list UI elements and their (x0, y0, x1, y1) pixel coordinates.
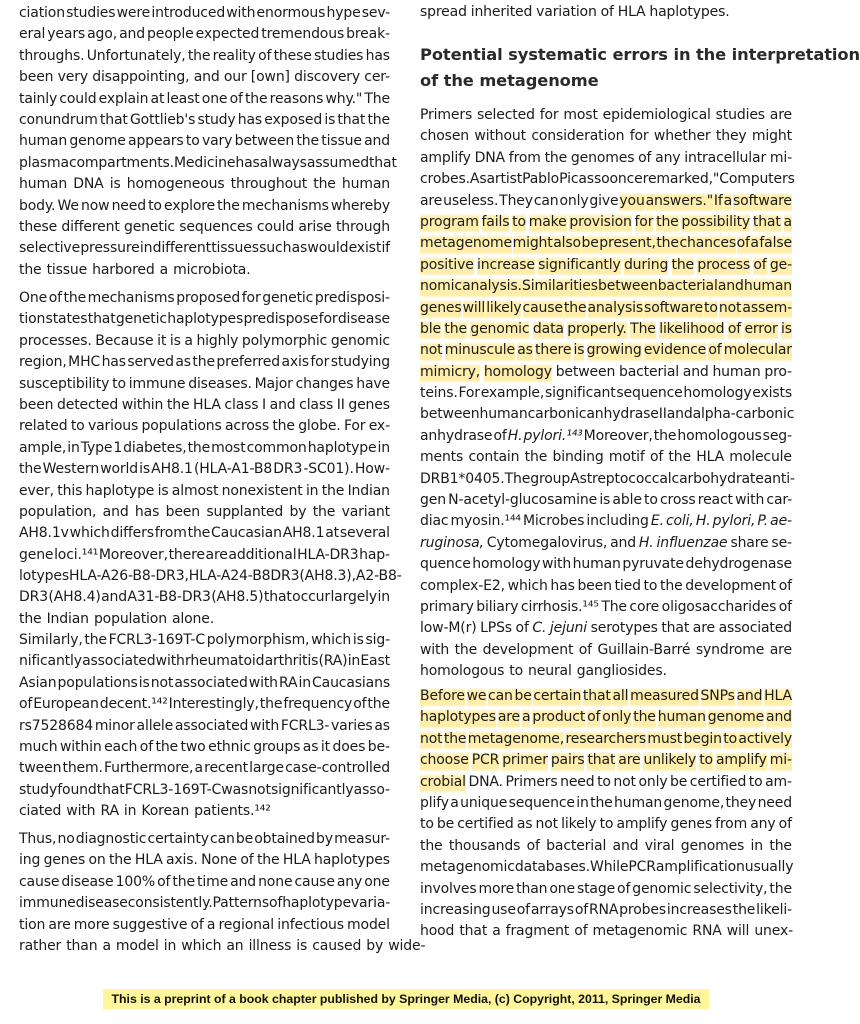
text-line: been detected within the HLA class I and class II genes (19, 396, 390, 413)
text-line: ing genes on the HLA axis. None of the HLA haplotypes (19, 852, 390, 869)
text-line: nificantly associated with rheumatoid arthritis (RA) in East (19, 653, 390, 670)
text-line: AH8.1v which differs from the Caucasian AH8.1 at several (19, 525, 390, 542)
text-line: tion are more suggestive of a regional infectious model (19, 916, 390, 933)
text-line: involves more than one stage of genomic selectivity, the (420, 880, 792, 897)
text-line: between human carbonic anhydrase II and alpha-carbonic (420, 406, 795, 423)
text-line: body. We now need to explore the mechanisms whereby (19, 197, 390, 214)
text-line: haplotypes are a product of only the human genome and (420, 707, 792, 728)
text-line: program fails to make provision for the possibility that a (420, 212, 792, 233)
text-line: been very disappointing, and our [own] discovery cer- (19, 69, 390, 86)
text-line: processes. Because it is a highly polymorphic genomic (19, 332, 390, 349)
text-line: low-M(r) LPSs of C. jejuni serotypes that are associated (420, 620, 792, 637)
text-line: ruginosa, Cytomegalovirus, and H. influenzae share se- (420, 534, 792, 551)
paragraph (19, 3, 397, 281)
text-line: tainly could explain at least one of the reasons why." The (19, 90, 390, 107)
text-line: the Western world is AH8.1 (HLA-A1-B8 DR3 -SC01). How- (19, 461, 390, 478)
text-line: Before we can be certain that all measured SNPs and HLA (420, 686, 792, 707)
text-line: complex-E2, which has been tied to the development of (420, 577, 792, 594)
text-line: primary biliary cirrhosis.¹⁴⁵ The core oligosaccharides of (420, 598, 792, 615)
text-line: are useless. They can only give you answers." If a software (420, 191, 792, 212)
text-line: teins. For example, significant sequence homology exists (420, 385, 792, 402)
text-line: DR3 (AH8.4) and A31-B8-DR3 (AH8.5) that occur largely in (19, 589, 390, 606)
section-heading (420, 42, 860, 94)
text-line: much within each of the two ethnic groups as it does be- (19, 738, 390, 755)
text-line: human genome appears to vary between the tissue and (19, 133, 390, 150)
text-line: diac myosin.¹⁴⁴ Microbes including E. coli, H. pylori, P. ae- (420, 513, 792, 530)
text-line: gen N-acetyl-glucosamine is able to cross react with car- (420, 492, 792, 509)
text-line: Primers selected for most epidemiological studies are (420, 107, 792, 123)
text-line: throughs. Unfortunately, the reality of these studies has (19, 47, 390, 64)
text-line: choose PCR primer pairs that are unlikely to amplify mi- (420, 750, 792, 771)
text-line: related to various populations across the globe. For ex- (19, 418, 390, 435)
text-line: anhydrase of H. pylori.¹⁴³ Moreover, the homologous seg- (420, 427, 792, 444)
text-line: mimicry, homology between bacterial and human pro- (420, 362, 792, 383)
paragraph (19, 630, 390, 823)
text-line: ciation studies were introduced with enormous hype sev- (19, 5, 390, 21)
text-line: lotypes HLA-A26-B8-DR3, HLA-A24-B8 DR3 (AH8.3), A2-B8- (19, 568, 402, 585)
text-line: region, MHC has served as the preferred axis for studying (19, 354, 390, 371)
text-line: positive increase significantly during the process of ge- (420, 255, 792, 276)
right-top-line: spread inherited variation of HLA haplotypes. (420, 4, 730, 20)
text-line: the Indian population alone. (19, 610, 215, 627)
text-line: metagenome might also be present, the chances of a false (420, 233, 792, 254)
text-line: chosen without consideration for whether they might (420, 128, 792, 145)
text-line: not minuscule as there is growing evidence of molecular (420, 340, 792, 361)
text-line: rather than a model in which an illness is caused by wide- (19, 937, 426, 954)
text-line: ciated with RA in Korean patients.¹⁴² (19, 803, 271, 820)
text-line: increasing use of arrays of RNA probes increases the likeli- (420, 901, 792, 918)
text-line: Thus, no diagnostic certainty can be obtained by measur- (19, 831, 390, 847)
text-line: of European decent.¹⁴² Interestingly, the frequency of the (19, 696, 390, 713)
heading-line-1: Potential systematic errors in the interpretation (420, 45, 860, 64)
text-line: crobes. As artist Pablo Picasso once remarked, "Computers (420, 171, 795, 188)
text-line: hood that a fragment of metagenomic RNA will unex- (420, 923, 794, 940)
text-line: homologous to neural gangliosides. (420, 663, 667, 680)
text-line: eral years ago, and people expected tremendous break- (19, 26, 390, 43)
text-line: cause disease 100% of the time and none cause any one (19, 873, 390, 890)
text-line: amplify DNA from the genomes of any intracellular mi- (420, 149, 792, 166)
text-line: ble the genomic data properly. The likelihood of error is (420, 319, 792, 340)
text-line: the tissue harbored a microbiota. (19, 261, 251, 278)
text-line: tween them. Furthermore, a recent large case-controlled (19, 760, 390, 777)
text-line: susceptibility to immune diseases. Major changes have (19, 375, 390, 392)
text-line: to be certified as not likely to amplify genes from any of (420, 816, 792, 833)
text-line: population, and has been supplanted by the variant (19, 503, 390, 520)
text-line: plify a unique sequence in the human genome, they need (420, 794, 792, 811)
paragraph (19, 829, 426, 957)
text-line: Asian populations is not associated with RA in Caucasians (19, 674, 390, 691)
text-line: study found that FCRL3-169T-C was not significantly asso- (19, 781, 390, 798)
text-line: tion states that genetic haplotypes predispose for disease (19, 311, 390, 328)
text-line: ments contain the binding motif of the HLA molecule (420, 449, 792, 466)
text-line: rs7528684 minor allele associated with FCRL3- varies as (19, 717, 390, 734)
text-line: DRB1*0405. The group A streptococcal carbohydrate anti- (420, 470, 795, 487)
paragraph (19, 288, 402, 630)
paragraph (420, 105, 795, 683)
text-line: One of the mechanisms proposed for genetic predisposi- (19, 290, 390, 306)
text-line: human DNA is homogeneous throughout the human (19, 176, 390, 193)
text-line: selective pressure in different tissues such as would exist if (19, 240, 390, 257)
copyright-footer: This is a preprint of a book chapter published by Springer Media, (c) Copyright, 2011, Springer Media (103, 989, 709, 1009)
paragraph (420, 686, 792, 943)
text-line: Similarly, the FCRL3-169T-C polymorphism, which is sig- (19, 632, 390, 648)
text-line: the thousands of bacterial and viral genomes in the (420, 837, 792, 854)
text-line: genes will likely cause the analysis software to not assem- (420, 298, 792, 319)
text-line: these different genetic sequences could arise through (19, 218, 390, 235)
text-line: metagenomic databases. While PCR amplification usually (420, 859, 794, 876)
text-line: immune disease consistently. Patterns of haplotype varia- (19, 895, 391, 912)
text-line: with the development of Guillain-Barré syndrome are (420, 641, 792, 658)
text-line: not the metagenome, researchers must begin to actively (420, 729, 792, 750)
text-line: gene loci.¹⁴¹ Moreover, there are additional HLA-DR3 hap- (19, 546, 390, 563)
text-line: nomic analysis. Similarities between bacterial and human (420, 276, 792, 297)
text-line: conundrum that Gottlieb's study has exposed is that the (19, 111, 390, 128)
text-line: crobial DNA. Primers need to not only be certified to am- (420, 772, 792, 793)
text-line: quence homology with human pyruvate dehydrogenase (420, 556, 792, 573)
heading-line-2: of the metagenome (420, 71, 599, 90)
text-line: ever, this haplotype is almost nonexistent in the Indian (19, 482, 390, 499)
text-line: ample, in Type 1 diabetes, the most common haplotype in (19, 439, 390, 456)
text-line: plasma compartments. Medicine has always assumed that (19, 154, 397, 171)
